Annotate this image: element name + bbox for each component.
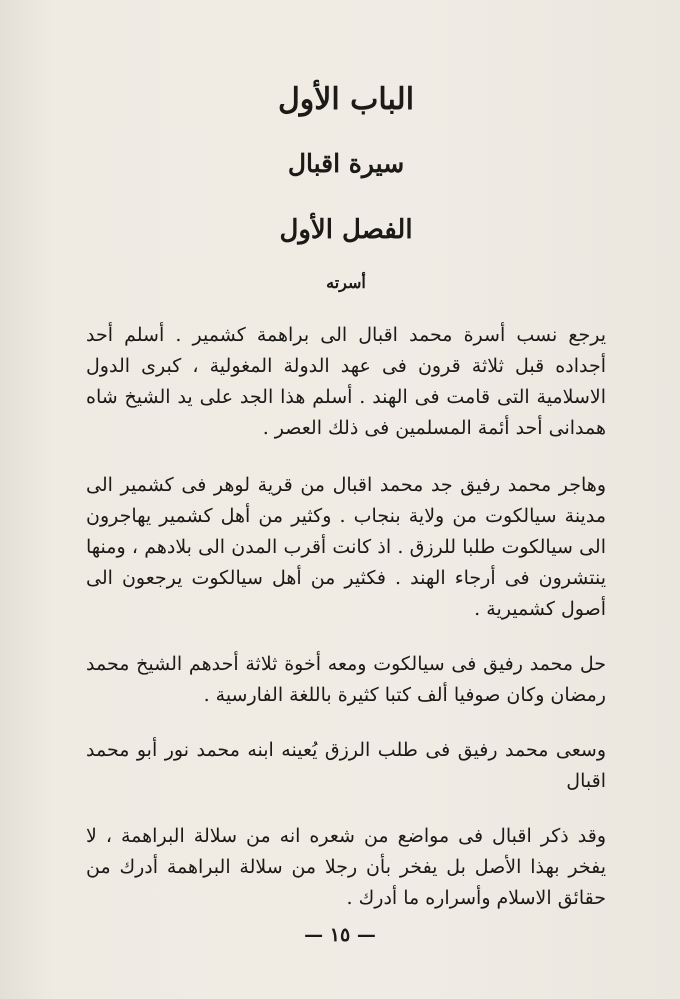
paragraph-5: وقد ذكر اقبال فى مواضع من شعره انه من سلالة البراهمة ، لا يفخر بهذا الأصل بل يفخر بأن رجلا من سلالة البراهمة أدرك من حقائق الاسلام وأسراره ما أدرك . xyxy=(86,825,606,909)
page-body xyxy=(86,70,606,914)
paragraph-4: وسعى محمد رفيق فى طلب الرزق يُعينه ابنه محمد نور أبو محمد اقبال xyxy=(86,739,606,792)
section-heading: الفصل الأول xyxy=(279,215,413,245)
subheading: أسرته xyxy=(326,273,366,292)
paragraph-2: وهاجر محمد رفيق جد محمد اقبال من قرية لوهر فى كشمير الى مدينة سيالكوت من ولاية بنجاب . وكثير من أهل كشمير يهاجرون الى سيالكوت طلبا للرزق . اذ كانت أقرب المدن الى بلادهم ، ومنها ينتشرون فى أرجاء الهند . فكثير من أهل سيالكوت يرجعون الى أصول كشميرية . xyxy=(86,474,606,620)
paragraph-3: حل محمد رفيق فى سيالكوت ومعه أخوة ثلاثة أحدهم الشيخ محمد رمضان وكان صوفيا ألف كتبا كثيرة باللغة الفارسية . xyxy=(86,653,606,706)
page-number: — ١٥ — xyxy=(304,924,376,946)
chapter-heading: الباب الأول xyxy=(277,82,415,117)
paragraph-1: يرجع نسب أسرة محمد اقبال الى براهمة كشمير . أسلم أحد أجداده قبل ثلاثة قرون فى عهد الدولة المغولية ، كبرى الدول الاسلامية التى قامت فى الهند . أسلم هذا الجد على يد الشيخ شاه همدانى أحد أئمة المسلمين فى ذلك العصر . xyxy=(86,324,606,439)
chapter-title: سيرة اقبال xyxy=(287,149,405,178)
